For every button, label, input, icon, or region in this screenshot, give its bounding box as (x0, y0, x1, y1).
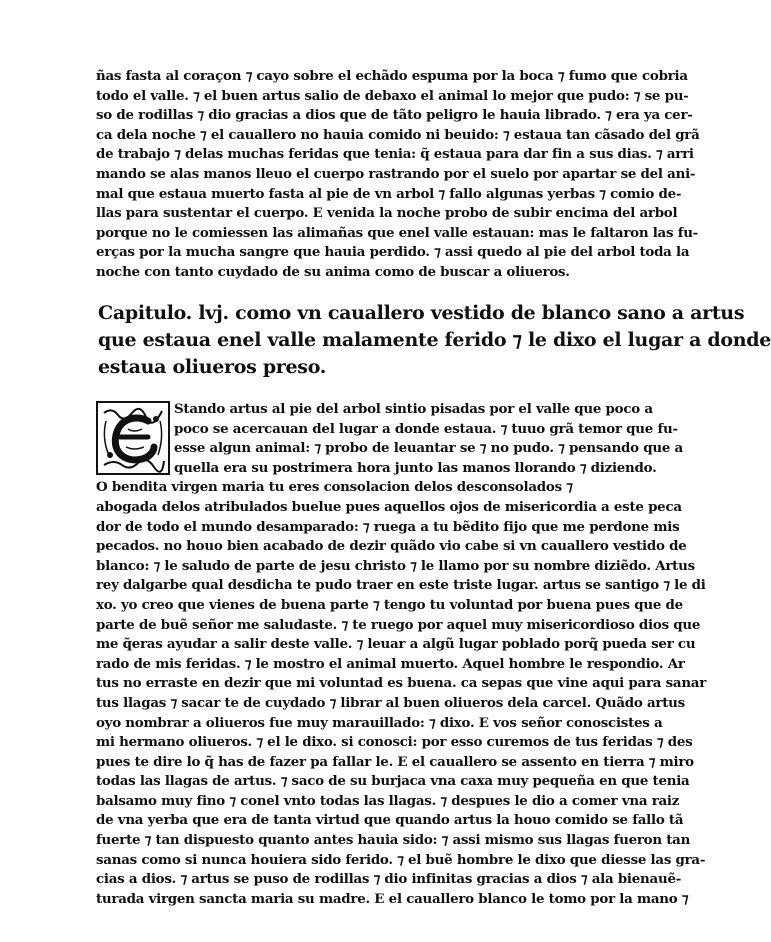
text-line: abogada delos atribulados buelue pues aquellos ojos de misericordia a este peca (96, 498, 682, 515)
paragraph-2 (96, 400, 707, 909)
text-line: sanas como si nunca houiera sido ferido. ⁊ el buẽ hombre le dixo que diesse las gra- (96, 851, 706, 868)
text-line: oyo nombrar a oliueros fue muy marauillado: ⁊ dixo. E vos señor conoscistes a (96, 714, 663, 731)
text-line: cias a dios. ⁊ artus se puso de rodillas ⁊ dio infinitas gracias a dios ⁊ ala bienauẽ- (96, 871, 682, 888)
text-line: todo el valle. ⁊ el buen artus salio de debaxo el animal lo mejor que pudo: ⁊ se pu- (96, 87, 689, 104)
text-line: noche con tanto cuydado de su anima como de buscar a oliueros. (96, 263, 570, 280)
text-line: parte de buẽ señor me saludaste. ⁊ te ruego por aquel muy misericordioso dios que (96, 616, 701, 633)
text-line: rado de mis feridas. ⁊ le mostro el animal muerto. Aquel hombre le respondio. Ar (96, 655, 685, 672)
text-line: blanco: ⁊ le saludo de parte de jesu christo ⁊ le llamo por su nombre diziẽdo. Artus (96, 557, 695, 574)
text-line: mi hermano oliueros. ⁊ el le dixo. si conosci: por esso curemos de tus feridas ⁊ des (96, 734, 693, 751)
text-line: balsamo muy fino ⁊ conel vnto todas las llagas. ⁊ despues le dio a comer vna raiz (96, 792, 680, 809)
text-line: de trabajo ⁊ delas muchas feridas que tenia: q̃ estaua para dar fin a sus dias. ⁊ arri (96, 146, 694, 163)
text-line: porque no le comiessen las alimañas que enel valle estauan: mas le faltaron las fu- (96, 224, 698, 241)
text-line: ñas fasta al coraçon ⁊ cayo sobre el echãdo espuma por la boca ⁊ fumo que cobria (96, 68, 688, 84)
text-line: Stando artus al pie del arbol sintio pisadas por el valle que poco a (174, 401, 653, 417)
text-line: O bendita virgen maria tu eres consolacion delos desconsolados ⁊ (96, 479, 573, 496)
text-line: erças por la mucha sangre que hauia perdido. ⁊ assi quedo al pie del arbol toda la (96, 244, 690, 261)
text-line: esse algun animal: ⁊ probo de leuantar se ⁊ no pudo. ⁊ pensando que a (174, 440, 683, 457)
paragraph-1 (96, 67, 700, 283)
text-line: mando se alas manos lleuo el cuerpo rastrando por el suelo por apartar se del ani- (96, 165, 696, 182)
heading-line: Capitulo. lvj. como vn cauallero vestido de blanco sano a artus (98, 302, 745, 324)
heading-line: que estaua enel valle malamente ferido ⁊ le dixo el lugar a donde (98, 329, 771, 351)
text-line: rey dalgarbe qual desdicha te pudo traer en este triste lugar. artus se santigo ⁊ le di (96, 577, 706, 594)
text-line: pecados. no houo bien acabado de dezir quãdo vio cabe si vn cauallero vestido de (96, 538, 687, 555)
chapter-heading (98, 300, 771, 381)
text-line: todas las llagas de artus. ⁊ saco de su burjaca vna caxa muy pequeña en que tenia (96, 773, 690, 790)
text-line: ca dela noche ⁊ el cauallero no hauia comido ni beuido: ⁊ estaua tan cãsado del grã (96, 126, 700, 143)
heading-line: estaua oliueros preso. (98, 356, 327, 378)
text-line: llas para sustentar el cuerpo. E venida la noche probo de subir encima del arbol (96, 205, 678, 222)
text-line: tus no erraste en dezir que mi voluntad es buena. ca sepas que vine aqui para sanar (96, 675, 707, 692)
text-line: poco se acercauan del lugar a donde estaua. ⁊ tuuo grã temor que fu- (174, 420, 678, 437)
text-line: quella era su postrimera hora junto las manos llorando ⁊ diziendo. (174, 459, 657, 476)
text-line: xo. yo creo que vienes de buena parte ⁊ tengo tu voluntad por buena pues que de (96, 596, 683, 613)
text-line: me q̃eras ayudar a salir deste valle. ⁊ leuar a algũ lugar poblado porq̃ pueda ser cu (96, 636, 696, 653)
text-line: tus llagas ⁊ sacar te de cuydado ⁊ librar al buen oliueros dela carcel. Quãdo artus (96, 694, 685, 711)
text-line: so de rodillas ⁊ dio gracias a dios que de tãto peligro le hauia librado. ⁊ era ya cer- (96, 107, 693, 124)
text-line: pues te dire lo q̃ has de fazer pa fallar le. E el cauallero se assento en tierra ⁊ miro (96, 753, 694, 770)
text-line: dor de todo el mundo desamparado: ⁊ ruega a tu bẽdito fijo que me perdone mis (96, 518, 680, 535)
text-line: de vna yerba que era de tanta virtud que quando artus la houo comido se fallo tã (96, 812, 684, 829)
text-line: fuerte ⁊ tan dispuesto quanto antes hauia sido: ⁊ assi mismo sus llagas fueron tan (96, 832, 691, 849)
text-line: mal que estaua muerto fasta al pie de vn arbol ⁊ fallo algunas yerbas ⁊ comio de- (96, 185, 682, 202)
text-line: turada virgen sancta maria su madre. E el cauallero blanco le tomo por la mano ⁊ (96, 890, 689, 907)
